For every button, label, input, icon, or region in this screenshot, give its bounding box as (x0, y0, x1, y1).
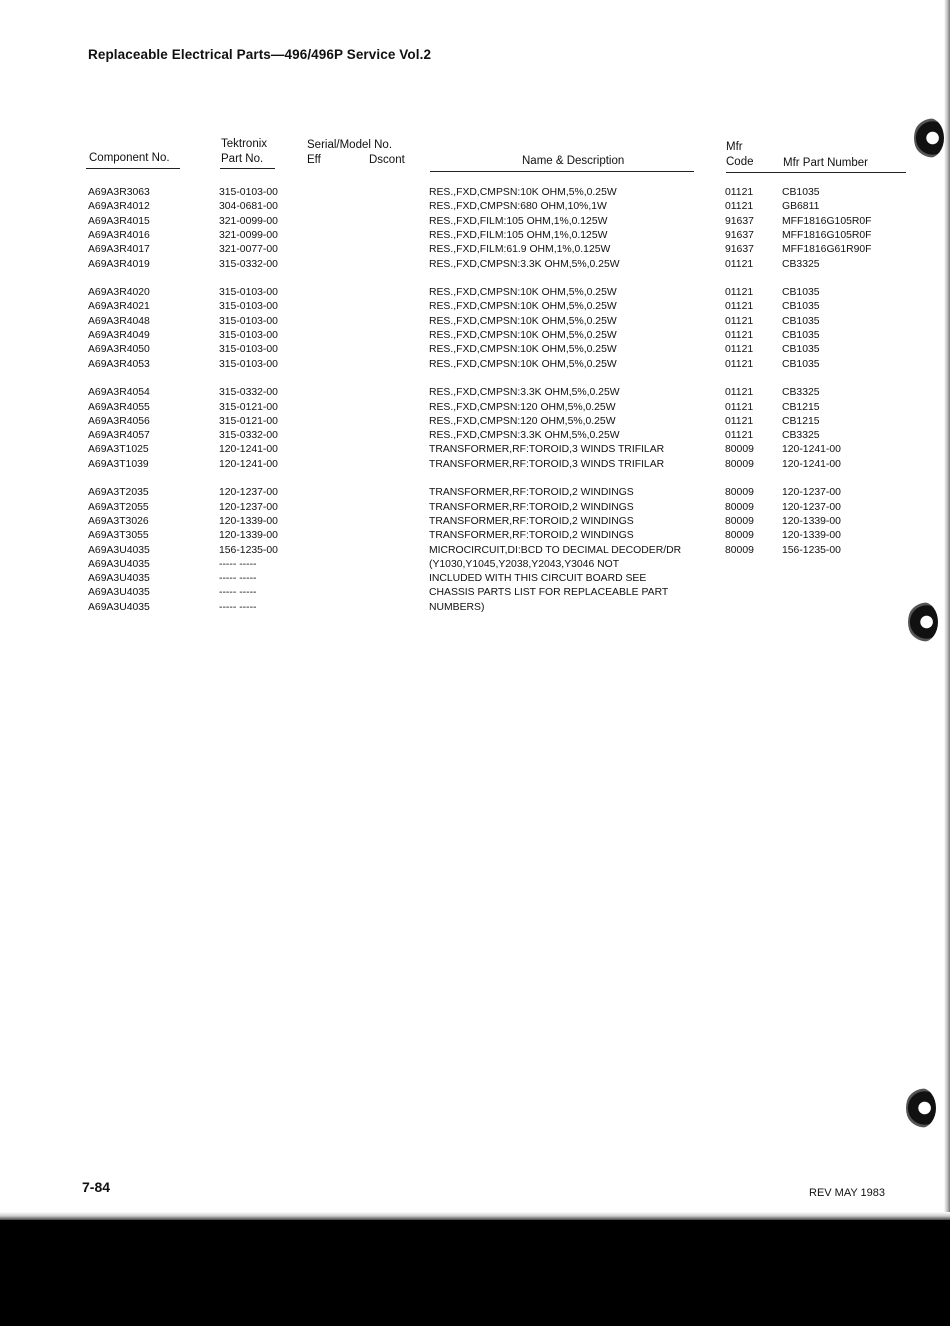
name-description: RES.,FXD,FILM:105 OHM,1%,0.125W (429, 229, 608, 241)
name-description: RES.,FXD,CMPSN:10K OHM,5%,0.25W (429, 187, 617, 198)
mfr-part-number: MFF1816G105R0F (782, 229, 872, 241)
mfr-part-number: 120-1237-00 (782, 501, 841, 513)
name-description: RES.,FXD,CMPSN:3.3K OHM,5%,0.25W (429, 430, 620, 442)
mfr-part-number: MFF1816G61R90F (782, 244, 872, 256)
name-description: TRANSFORMER,RF:TOROID,2 WINDINGS (429, 530, 634, 542)
mfr-part-number: MFF1816G105R0F (782, 215, 872, 227)
table-row (0, 458, 950, 472)
table-row (0, 572, 950, 586)
header-underline-part (220, 168, 275, 169)
component-no: A69A3R4021 (88, 301, 150, 313)
table-row (0, 186, 950, 200)
component-no: A69A3T2055 (88, 501, 149, 513)
table-row (0, 486, 950, 500)
tektronix-part-no: 315-0103-00 (219, 358, 278, 370)
name-description: RES.,FXD,CMPSN:120 OHM,5%,0.25W (429, 401, 616, 413)
mfr-code: 01121 (725, 301, 754, 313)
mfr-code: 01121 (725, 187, 754, 198)
name-description: MICROCIRCUIT,DI:BCD TO DECIMAL DECODER/DR (429, 544, 682, 556)
component-no: A69A3R4050 (88, 344, 150, 356)
name-description: CHASSIS PARTS LIST FOR REPLACEABLE PART (429, 587, 669, 599)
name-description: TRANSFORMER,RF:TOROID,3 WINDS TRIFILAR (429, 444, 665, 456)
mfr-code: 01121 (725, 315, 754, 327)
table-row (0, 558, 950, 572)
component-no: A69A3R4019 (88, 258, 150, 270)
name-description: TRANSFORMER,RF:TOROID,2 WINDINGS (429, 515, 634, 527)
component-no: A69A3R3063 (88, 187, 150, 198)
component-no: A69A3R4057 (88, 430, 150, 442)
mfr-code: 80009 (725, 544, 754, 556)
component-no: A69A3U4035 (88, 601, 150, 613)
tektronix-part-no: 120-1339-00 (219, 530, 278, 542)
tektronix-part-no: 315-0103-00 (219, 301, 278, 313)
name-description: (Y1030,Y1045,Y2038,Y2043,Y3046 NOT (429, 558, 620, 570)
component-no: A69A3R4017 (88, 244, 150, 256)
table-row (0, 258, 950, 272)
page-number: 7-84 (82, 1179, 111, 1195)
mfr-code: 91637 (725, 215, 754, 227)
name-description: RES.,FXD,FILM:105 OHM,1%,0.125W (429, 215, 608, 227)
mfr-code: 01121 (725, 415, 754, 427)
mfr-part-number: CB1035 (782, 330, 820, 341)
tektronix-part-no: 120-1241-00 (219, 444, 278, 456)
table-row (0, 415, 950, 429)
mfr-code: 91637 (725, 229, 754, 241)
component-no: A69A3T1025 (88, 444, 149, 456)
table-row (0, 358, 950, 372)
mfr-part-number: 120-1339-00 (782, 530, 841, 542)
mfr-part-number: CB1035 (782, 315, 820, 327)
component-no: A69A3U4035 (88, 544, 150, 556)
table-row (0, 501, 950, 515)
page-title: Replaceable Electrical Parts—496/496P Service Vol.2 (88, 47, 432, 62)
header-tektronix: Tektronix (221, 138, 268, 150)
table-row (0, 544, 950, 558)
tektronix-part-no: 120-1241-00 (219, 458, 278, 470)
mfr-code: 01121 (725, 430, 754, 442)
component-no: A69A3R4016 (88, 229, 150, 241)
table-row (0, 529, 950, 543)
mfr-part-number: CB3325 (782, 258, 820, 270)
mfr-part-number: CB1035 (782, 187, 820, 198)
header-code: Code (726, 156, 754, 168)
tektronix-part-no: 315-0121-00 (219, 401, 278, 413)
mfr-code: 91637 (725, 244, 754, 256)
header-mfr-part-number: Mfr Part Number (783, 157, 868, 169)
component-no: A69A3R4015 (88, 215, 150, 227)
mfr-part-number: 156-1235-00 (782, 544, 841, 556)
binder-hole-icon (914, 118, 944, 158)
tektronix-part-no: 315-0332-00 (219, 258, 278, 270)
header-eff: Eff (307, 154, 321, 166)
name-description: RES.,FXD,CMPSN:10K OHM,5%,0.25W (429, 358, 617, 370)
mfr-part-number: CB1035 (782, 301, 820, 313)
tektronix-part-no: 321-0099-00 (219, 215, 278, 227)
component-no: A69A3U4035 (88, 573, 150, 585)
mfr-code: 01121 (725, 201, 754, 213)
table-row (0, 243, 950, 257)
header-underline-description (430, 171, 694, 172)
tektronix-part-no: 315-0332-00 (219, 430, 278, 442)
tektronix-part-no: 321-0099-00 (219, 229, 278, 241)
tektronix-part-no: ----- ----- (219, 601, 257, 613)
tektronix-part-no: 315-0332-00 (219, 387, 278, 399)
mfr-part-number: CB3325 (782, 430, 820, 442)
name-description: NUMBERS) (429, 601, 485, 613)
table-row (0, 601, 950, 615)
tektronix-part-no: 315-0103-00 (219, 287, 278, 299)
component-no: A69A3R4049 (88, 330, 150, 341)
name-description: RES.,FXD,CMPSN:3.3K OHM,5%,0.25W (429, 387, 620, 399)
mfr-code: 01121 (725, 358, 754, 370)
name-description: RES.,FXD,CMPSN:10K OHM,5%,0.25W (429, 301, 617, 313)
name-description: TRANSFORMER,RF:TOROID,3 WINDS TRIFILAR (429, 458, 665, 470)
table-row (0, 515, 950, 529)
tektronix-part-no: 120-1339-00 (219, 515, 278, 527)
name-description: RES.,FXD,FILM:61.9 OHM,1%,0.125W (429, 244, 611, 256)
component-no: A69A3R4054 (88, 387, 150, 399)
tektronix-part-no: 315-0103-00 (219, 330, 278, 341)
name-description: TRANSFORMER,RF:TOROID,2 WINDINGS (429, 501, 634, 513)
table-row (0, 401, 950, 415)
mfr-part-number: 120-1339-00 (782, 515, 841, 527)
revision-date: REV MAY 1983 (809, 1187, 886, 1199)
name-description: RES.,FXD,CMPSN:10K OHM,5%,0.25W (429, 315, 617, 327)
name-description: RES.,FXD,CMPSN:10K OHM,5%,0.25W (429, 287, 617, 299)
mfr-code: 80009 (725, 501, 754, 513)
table-row (0, 200, 950, 214)
binder-hole-icon (906, 1088, 936, 1128)
scan-background-band (0, 1220, 950, 1326)
mfr-part-number: CB1215 (782, 401, 820, 413)
tektronix-part-no: ----- ----- (219, 587, 257, 599)
mfr-code: 80009 (725, 458, 754, 470)
mfr-part-number: GB6811 (782, 201, 820, 213)
table-row (0, 229, 950, 243)
table-row (0, 586, 950, 600)
tektronix-part-no: 315-0103-00 (219, 315, 278, 327)
component-no: A69A3U4035 (88, 587, 150, 599)
table-row (0, 329, 950, 343)
component-no: A69A3U4035 (88, 558, 150, 570)
mfr-part-number: CB1035 (782, 344, 820, 356)
mfr-part-number: CB1035 (782, 358, 820, 370)
mfr-code: 01121 (725, 330, 754, 341)
component-no: A69A3T1039 (88, 458, 149, 470)
mfr-code: 80009 (725, 530, 754, 542)
component-no: A69A3T3026 (88, 515, 149, 527)
name-description: RES.,FXD,CMPSN:3.3K OHM,5%,0.25W (429, 258, 620, 270)
component-no: A69A3T2035 (88, 487, 149, 499)
tektronix-part-no: ----- ----- (219, 558, 257, 570)
mfr-code: 01121 (725, 287, 754, 299)
tektronix-part-no: 315-0103-00 (219, 344, 278, 356)
mfr-part-number: CB1215 (782, 415, 820, 427)
component-no: A69A3R4012 (88, 201, 150, 213)
mfr-code: 01121 (725, 344, 754, 356)
header-component-no: Component No. (89, 152, 170, 164)
mfr-code: 01121 (725, 258, 754, 270)
table-row (0, 386, 950, 400)
mfr-code: 01121 (725, 387, 754, 399)
table-row (0, 315, 950, 329)
name-description: TRANSFORMER,RF:TOROID,2 WINDINGS (429, 487, 634, 499)
name-description: INCLUDED WITH THIS CIRCUIT BOARD SEE (429, 573, 647, 585)
table-row (0, 300, 950, 314)
mfr-part-number: 120-1237-00 (782, 487, 841, 499)
mfr-part-number: 120-1241-00 (782, 458, 841, 470)
tektronix-part-no: 120-1237-00 (219, 487, 278, 499)
component-no: A69A3R4055 (88, 401, 150, 413)
binder-hole-icon (908, 602, 938, 642)
tektronix-part-no: 156-1235-00 (219, 544, 278, 556)
name-description: RES.,FXD,CMPSN:120 OHM,5%,0.25W (429, 415, 616, 427)
table-row (0, 343, 950, 357)
table-row (0, 429, 950, 443)
mfr-code: 80009 (725, 487, 754, 499)
mfr-part-number: CB1035 (782, 287, 820, 299)
header-mfr: Mfr (726, 141, 743, 153)
mfr-code: 80009 (725, 444, 754, 456)
component-no: A69A3R4056 (88, 415, 150, 427)
tektronix-part-no: 315-0121-00 (219, 415, 278, 427)
header-serial-model: Serial/Model No. (307, 139, 393, 151)
header-underline-component (86, 168, 180, 169)
component-no: A69A3R4020 (88, 287, 150, 299)
mfr-part-number: 120-1241-00 (782, 444, 841, 456)
mfr-code: 01121 (725, 401, 754, 413)
tektronix-part-no: 315-0103-00 (219, 187, 278, 198)
tektronix-part-no: ----- ----- (219, 573, 257, 585)
table-row (0, 443, 950, 457)
header-underline-mfr (726, 172, 906, 173)
table-row (0, 286, 950, 300)
component-no: A69A3T3055 (88, 530, 149, 542)
tektronix-part-no: 304-0681-00 (219, 201, 278, 213)
name-description: RES.,FXD,CMPSN:10K OHM,5%,0.25W (429, 330, 617, 341)
mfr-part-number: CB3325 (782, 387, 820, 399)
name-description: RES.,FXD,CMPSN:10K OHM,5%,0.25W (429, 344, 617, 356)
page-edge-shadow (944, 0, 950, 1220)
header-dscont: Dscont (369, 154, 405, 166)
tektronix-part-no: 321-0077-00 (219, 244, 278, 256)
mfr-code: 80009 (725, 515, 754, 527)
component-no: A69A3R4048 (88, 315, 150, 327)
name-description: RES.,FXD,CMPSN:680 OHM,10%,1W (429, 201, 607, 213)
tektronix-part-no: 120-1237-00 (219, 501, 278, 513)
table-row (0, 215, 950, 229)
component-no: A69A3R4053 (88, 358, 150, 370)
header-part-no: Part No. (221, 153, 264, 165)
header-name-description: Name & Description (522, 155, 625, 167)
